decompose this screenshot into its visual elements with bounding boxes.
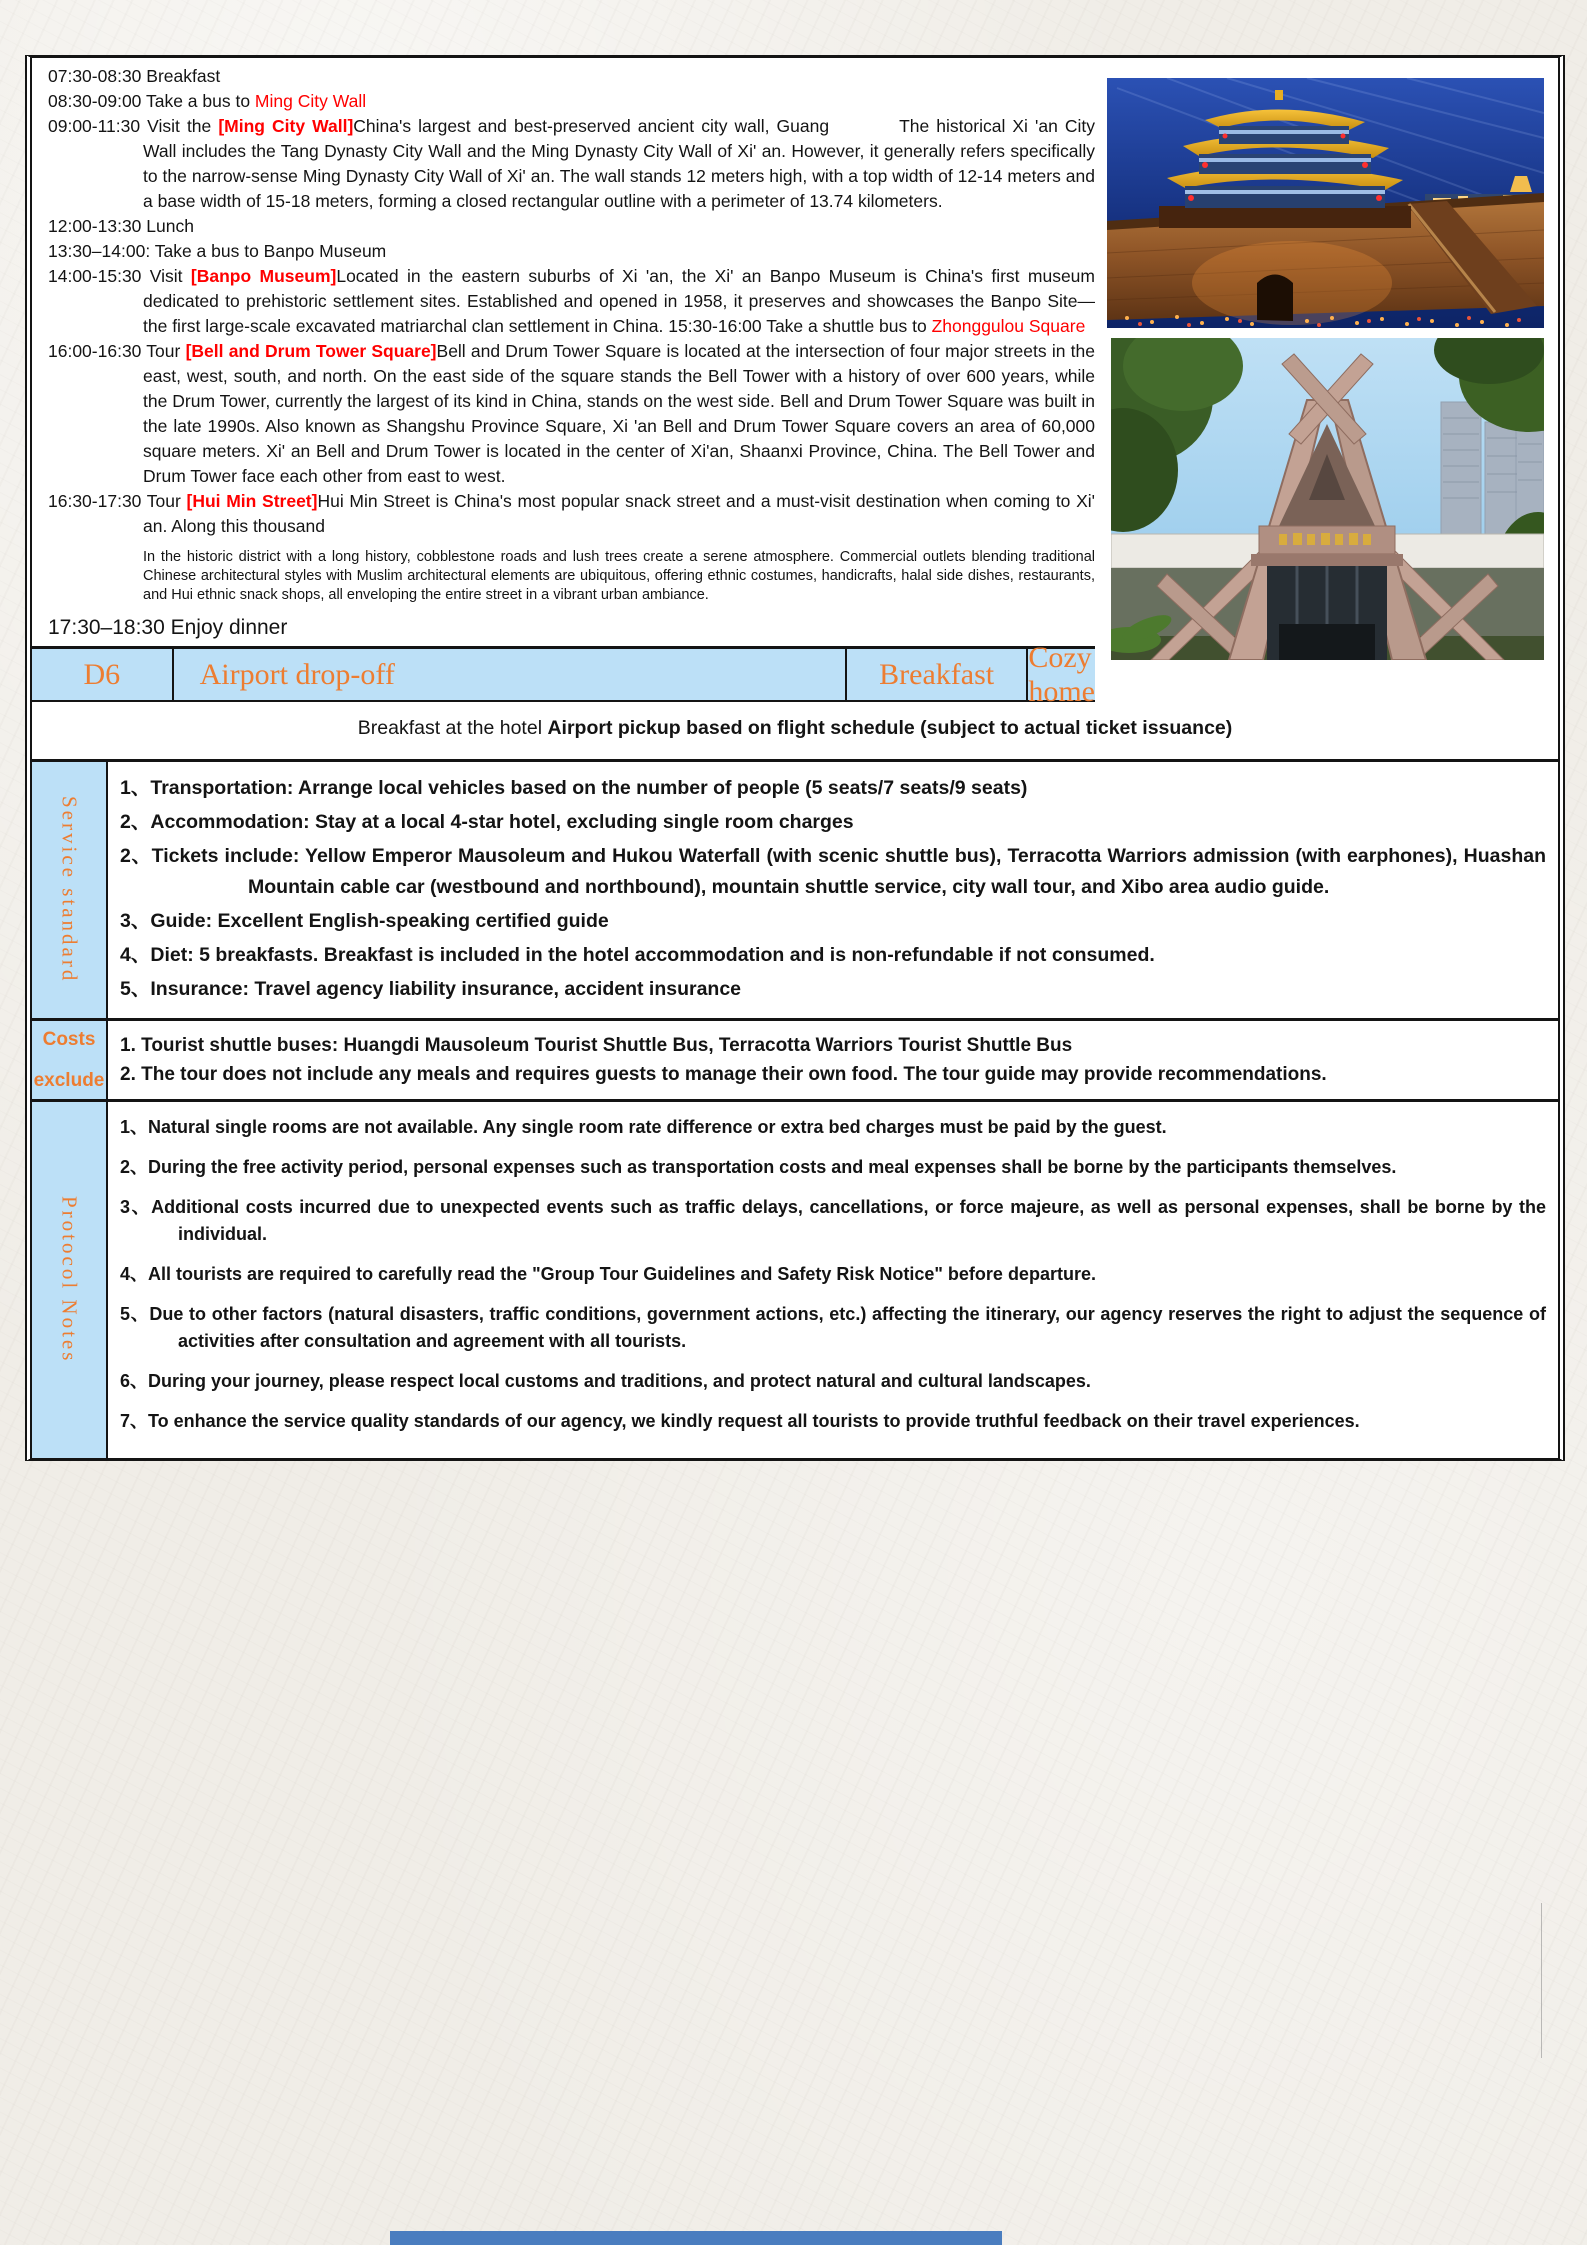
costs-exclude-label: Costs [42,1029,96,1050]
section-costs-exclude [32,1018,1558,1099]
item-text: Natural single rooms are not available. Any single room rate difference or extra bed charges must be paid by the guest. [148,1117,1167,1137]
schedule-time: 16:30-17:30 Tour [48,491,187,511]
service-item [120,906,1546,937]
section-protocol-notes [32,1099,1558,1458]
item-text: Accommodation: Stay at a local 4-star hotel, excluding single room charges [150,811,854,833]
meals-note-regular: Breakfast at the hotel [357,717,548,739]
service-standard-list [108,762,1558,1018]
attraction-tag: [Hui Min Street] [186,491,318,511]
item-text: Tickets include: Yellow Emperor Mausoleum and Hukou Waterfall (with scenic shuttle bus), Terracotta Warriors admission (with earphones), Huashan Mountain cable car (westbound and northbound), mountain shuttle service, city wall tour, and Xibo area audio guide. [151,845,1546,898]
itinerary-section [32,58,1558,646]
service-item [120,773,1546,804]
day-title-cell: Airport drop-off [172,649,845,700]
schedule-time: 16:00-16:30 Tour [48,341,186,361]
protocol-notes-list [108,1102,1558,1458]
next-page-row-fragment [390,2231,1002,2245]
item-number: 2、 [120,845,152,867]
day-number-cell: D6 [83,657,121,691]
service-standard-label: Service standard [57,796,82,984]
costs-exclude-list [108,1021,1558,1099]
day-meals-cell: Breakfast [845,649,1026,700]
schedule-text: 13:30–14:00: Take a bus to Banpo Museum [48,241,387,261]
schedule-time: 09:00-11:30 Visit the [48,116,219,136]
meals-note-line [32,702,1558,759]
day-header-row [32,640,1095,708]
photos-column [1107,78,1548,660]
item-text: Insurance: Travel agency liability insurance, accident insurance [150,978,742,1000]
para-hui-min-detail: In the historic district with a long history, cobblestone roads and lush trees create a serene atmosphere. Commercial outlets blending traditional Chinese architectural styles with Muslim architectural elements are ubiquitous, offering ethnic costumes, handicrafts, halal side dishes, restaurants, and Hui ethnic snack shops, all enveloping the entire street in a vibrant urban ambiance. [143,549,1095,603]
item-text: Guide: Excellent English-speaking certified guide [150,910,609,932]
item-number: 1、 [120,1117,149,1137]
item-number: 5、 [120,1304,150,1324]
attraction-description: The historical Xi 'an City Wall includes the Tang Dynasty City Wall and the Ming Dynasty City Wall of Xi' an. However, it generally refers specifically to the narrow-sense Ming Dynasty City Wall of Xi' an. The wall stands 12 meters high, with a top width of 12-14 meters and a base width of 15-18 meters, forming a closed rectangular outline with a perimeter of 13.74 kilometers. [143,116,1095,211]
protocol-note-item [120,1261,1546,1288]
item-number: 3、 [120,1197,152,1217]
item-number: 2、 [120,811,151,833]
line-enjoy-dinner: 17:30–18:30 Enjoy dinner [48,616,288,639]
service-item [120,807,1546,838]
attraction-description: China's largest and best-preserved ancient city wall, Guang [353,116,830,136]
section-service-standard [32,759,1558,1018]
costs-exclude-label-cell [32,1021,108,1099]
day-hotel-cell: Cozy home [1028,640,1095,708]
costs-exclude-label: exclude [33,1070,105,1091]
item-text: All tourists are required to carefully read the "Group Tour Guidelines and Safety Risk Notice" before departure. [148,1264,1096,1284]
photo-banpo-museum-entrance [1111,338,1544,660]
justify-gap [829,131,899,132]
protocol-note-item [120,1301,1546,1355]
attraction-tag: [Banpo Museum] [190,266,337,286]
attraction-description: Bell and Drum Tower Square is located at the intersection of four major streets in the east, west, south, and north. On the east side of the square stands the Bell Tower with a history of over 600 years, while the Drum Tower, currently the largest of its kind in China, stands on the west side. Bell and Drum Tower Square was built in the late 1990s. Also known as Shangshu Province Square, Xi 'an Bell and Drum Tower Square covers an area of 60,000 square meters. Xi' an Bell and Drum Tower is located in the center of Xi'an, Shaanxi Province, China. The Bell Tower and Drum Tower face each other from east to west. [143,341,1095,486]
item-text: To enhance the service quality standards of our agency, we kindly request all tourists to provide truthful feedback on their travel experiences. [148,1411,1360,1431]
protocol-note-item [120,1154,1546,1181]
place-link-zhonggulou-square: Zhonggulou Square [931,316,1086,336]
item-number: 6、 [120,1371,149,1391]
protocol-notes-label-cell [32,1102,108,1458]
service-standard-label-cell [32,762,108,1018]
page-edge-mark [1541,1903,1542,2058]
item-number: 3、 [120,910,151,932]
schedule-text: 07:30-08:30 Breakfast [48,66,221,86]
service-item [120,974,1546,1005]
protocol-note-item [120,1114,1546,1141]
meals-note-bold: Airport pickup based on flight schedule (subject to actual ticket issuance) [547,717,1233,739]
document-frame [25,55,1565,1461]
attraction-description: Hui Min Street is China's most popular snack street and a must-visit destination when coming to Xi' an. Along this thousand [143,491,1095,536]
attraction-description: Located in the eastern suburbs of Xi 'an, the Xi' an Banpo Museum is China's first museum dedicated to prehistoric settlement sites. Established and opened in 1958, it preserves and showcases the Banpo Site—the first large-scale excavated matriarchal clan settlement in China. 15:30-16:00 Take a shuttle bus to [143,266,1095,336]
protocol-note-item [120,1194,1546,1248]
place-link-ming-city-wall: Ming City Wall [254,91,367,111]
protocol-note-item [120,1408,1546,1435]
item-number: 4、 [120,1264,149,1284]
protocol-note-item [120,1368,1546,1395]
item-number: 5、 [120,978,151,1000]
schedule-time: 14:00-15:30 Visit [48,266,191,286]
item-text: Transportation: Arrange local vehicles based on the number of people (5 seats/7 seats/9 seats) [150,777,1028,799]
item-number: 4、 [120,944,151,966]
item-number: 7、 [120,1411,149,1431]
schedule-text: 08:30-09:00 Take a bus to [48,91,255,111]
costs-item: 1. Tourist shuttle buses: Huangdi Mausoleum Tourist Shuttle Bus, Terracotta Warriors Tourist Shuttle Bus [120,1035,1073,1056]
item-number: 1、 [120,777,151,799]
item-text: Additional costs incurred due to unexpected events such as traffic delays, cancellations, or force majeure, as well as personal expenses, shall be borne by the individual. [151,1197,1547,1244]
item-text: During the free activity period, personal expenses such as transportation costs and meal expenses shall be borne by the participants themselves. [148,1157,1397,1177]
protocol-notes-label: Protocol Notes [57,1196,82,1364]
service-item [120,841,1546,903]
service-item [120,940,1546,971]
schedule-text: 12:00-13:30 Lunch [48,216,194,236]
attraction-tag: [Bell and Drum Tower Square] [185,341,437,361]
photo-xian-city-wall-night [1107,78,1544,328]
item-number: 2、 [120,1157,149,1177]
item-text: Due to other factors (natural disasters, traffic conditions, government actions, etc.) affecting the itinerary, our agency reserves the right to adjust the sequence of activities after consultation and agreement with all tourists. [149,1304,1546,1351]
attraction-tag: [Ming City Wall] [218,116,354,136]
costs-item: 2. The tour does not include any meals and requires guests to manage their own food. The tour guide may provide recommendations. [120,1064,1327,1085]
item-text: During your journey, please respect local customs and traditions, and protect natural and cultural landscapes. [148,1371,1091,1391]
item-text: Diet: 5 breakfasts. Breakfast is included in the hotel accommodation and is non-refundable if not consumed. [150,944,1155,966]
